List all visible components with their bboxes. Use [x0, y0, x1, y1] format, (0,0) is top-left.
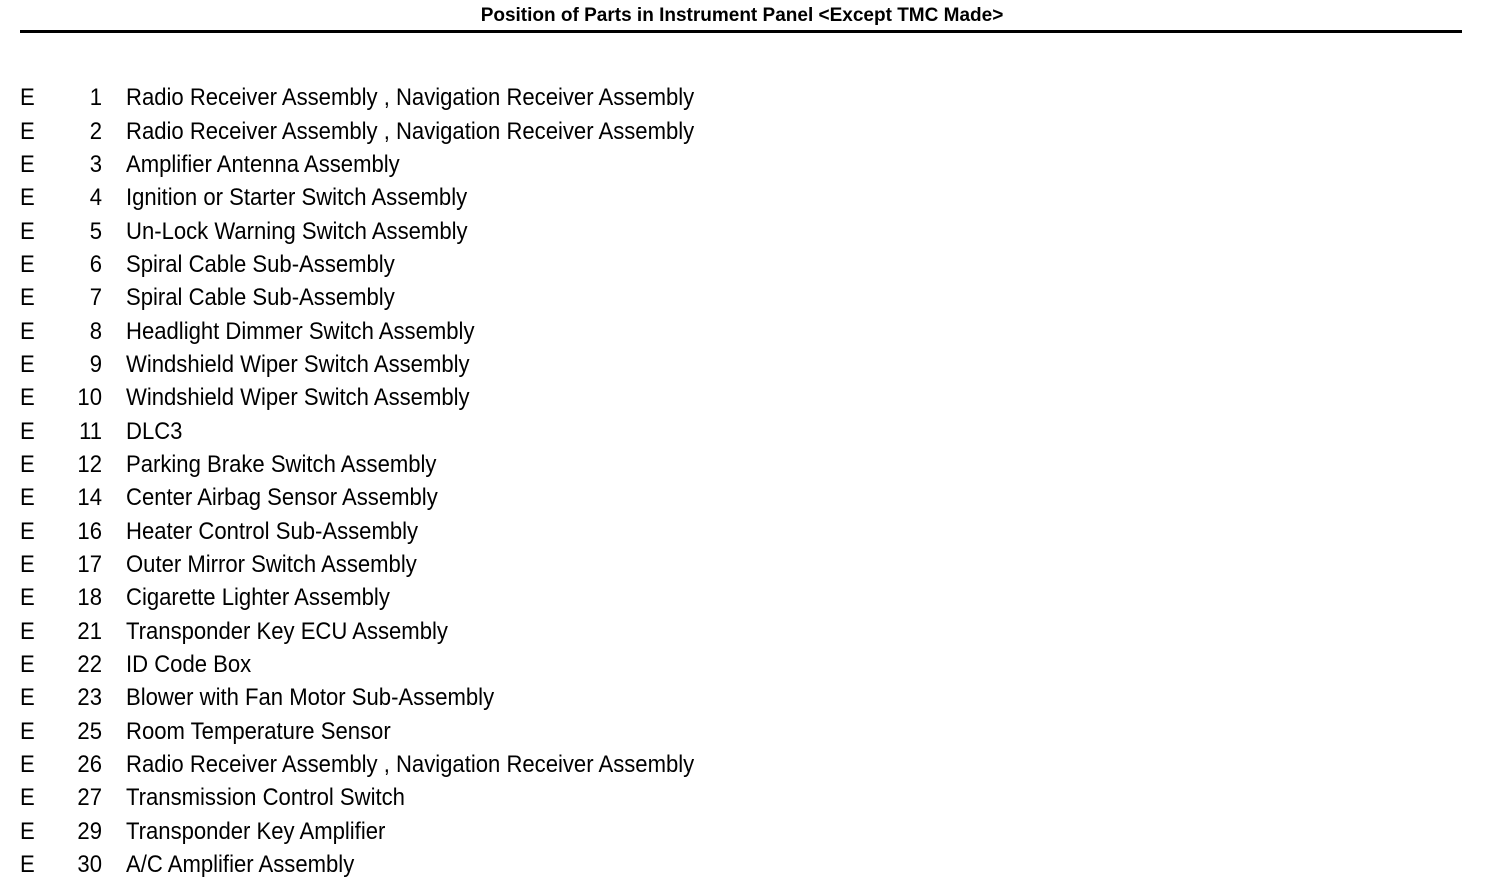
part-code: E: [20, 717, 35, 745]
part-row: [20, 748, 744, 781]
part-number: 21: [77, 617, 102, 645]
part-row: [20, 348, 744, 381]
part-number: 2: [89, 117, 102, 145]
part-row: [20, 815, 744, 848]
part-name: Headlight Dimmer Switch Assembly: [126, 317, 475, 345]
part-code: E: [20, 217, 35, 245]
part-number: 30: [77, 851, 102, 879]
part-name: Un-Lock Warning Switch Assembly: [126, 217, 468, 245]
part-name: Radio Receiver Assembly , Navigation Receiver Assembly: [126, 751, 695, 779]
part-row: [20, 548, 744, 581]
part-row: [20, 781, 744, 814]
part-code: E: [20, 384, 35, 412]
part-row: [20, 481, 744, 514]
part-name: Blower with Fan Motor Sub-Assembly: [126, 684, 495, 712]
part-name: Windshield Wiper Switch Assembly: [126, 350, 470, 378]
part-code: E: [20, 584, 35, 612]
part-code: E: [20, 117, 35, 145]
part-number: 17: [77, 550, 102, 578]
part-name: Ignition or Starter Switch Assembly: [126, 184, 468, 212]
part-code: E: [20, 751, 35, 779]
part-name: A/C Amplifier Assembly: [126, 851, 355, 879]
part-name: Room Temperature Sensor: [126, 717, 391, 745]
part-code: E: [20, 550, 35, 578]
part-number: 10: [77, 384, 102, 412]
part-name: Radio Receiver Assembly , Navigation Receiver Assembly: [126, 117, 695, 145]
part-number: 25: [77, 717, 102, 745]
part-name: Parking Brake Switch Assembly: [126, 450, 437, 478]
part-row: [20, 81, 744, 114]
part-name: Transponder Key Amplifier: [126, 817, 386, 845]
part-row: [20, 848, 744, 881]
part-name: Cigarette Lighter Assembly: [126, 584, 390, 612]
part-code: E: [20, 851, 35, 879]
part-name: Amplifier Antenna Assembly: [126, 150, 400, 178]
part-row: [20, 214, 744, 247]
part-number: 5: [89, 217, 102, 245]
part-code: E: [20, 517, 35, 545]
part-number: 22: [77, 651, 102, 679]
part-row: [20, 648, 744, 681]
part-row: [20, 514, 744, 547]
part-number: 4: [89, 184, 102, 212]
part-row: [20, 148, 744, 181]
part-code: E: [20, 184, 35, 212]
part-code: E: [20, 150, 35, 178]
part-number: 1: [89, 84, 102, 112]
part-row: [20, 381, 744, 414]
part-code: E: [20, 350, 35, 378]
part-row: [20, 181, 744, 214]
part-code: E: [20, 817, 35, 845]
part-code: E: [20, 284, 35, 312]
title-divider: [20, 30, 1462, 33]
part-code: E: [20, 317, 35, 345]
part-row: [20, 448, 744, 481]
part-code: E: [20, 684, 35, 712]
part-row: [20, 281, 744, 314]
part-number: 9: [89, 350, 102, 378]
part-name: Center Airbag Sensor Assembly: [126, 484, 438, 512]
part-name: Windshield Wiper Switch Assembly: [126, 384, 470, 412]
part-name: Spiral Cable Sub-Assembly: [126, 250, 395, 278]
part-row: [20, 414, 744, 447]
part-number: 11: [79, 417, 102, 445]
part-code: E: [20, 617, 35, 645]
part-number: 12: [77, 450, 102, 478]
part-code: E: [20, 651, 35, 679]
part-number: 26: [77, 751, 102, 779]
part-number: 14: [77, 484, 102, 512]
part-number: 6: [89, 250, 102, 278]
part-row: [20, 248, 744, 281]
part-row: [20, 615, 744, 648]
part-code: E: [20, 84, 35, 112]
part-number: 16: [77, 517, 102, 545]
part-number: 27: [77, 784, 102, 812]
part-name: Outer Mirror Switch Assembly: [126, 550, 417, 578]
part-number: 29: [77, 817, 102, 845]
part-number: 3: [89, 150, 102, 178]
part-name: ID Code Box: [126, 651, 252, 679]
part-row: [20, 114, 744, 147]
part-name: Spiral Cable Sub-Assembly: [126, 284, 395, 312]
part-number: 8: [89, 317, 102, 345]
part-name: DLC3: [126, 417, 183, 445]
part-row: [20, 715, 744, 748]
part-row: [20, 581, 744, 614]
part-name: Transponder Key ECU Assembly: [126, 617, 448, 645]
part-name: Transmission Control Switch: [126, 784, 405, 812]
part-number: 7: [89, 284, 102, 312]
page-title: Position of Parts in Instrument Panel <Except TMC Made>: [480, 5, 1004, 26]
part-number: 18: [77, 584, 102, 612]
part-code: E: [20, 417, 35, 445]
part-code: E: [20, 450, 35, 478]
part-name: Radio Receiver Assembly , Navigation Receiver Assembly: [126, 84, 695, 112]
part-code: E: [20, 784, 35, 812]
part-row: [20, 681, 744, 714]
part-number: 23: [77, 684, 102, 712]
part-row: [20, 314, 744, 347]
part-code: E: [20, 484, 35, 512]
part-name: Heater Control Sub-Assembly: [126, 517, 419, 545]
parts-list: [20, 81, 744, 881]
part-code: E: [20, 250, 35, 278]
